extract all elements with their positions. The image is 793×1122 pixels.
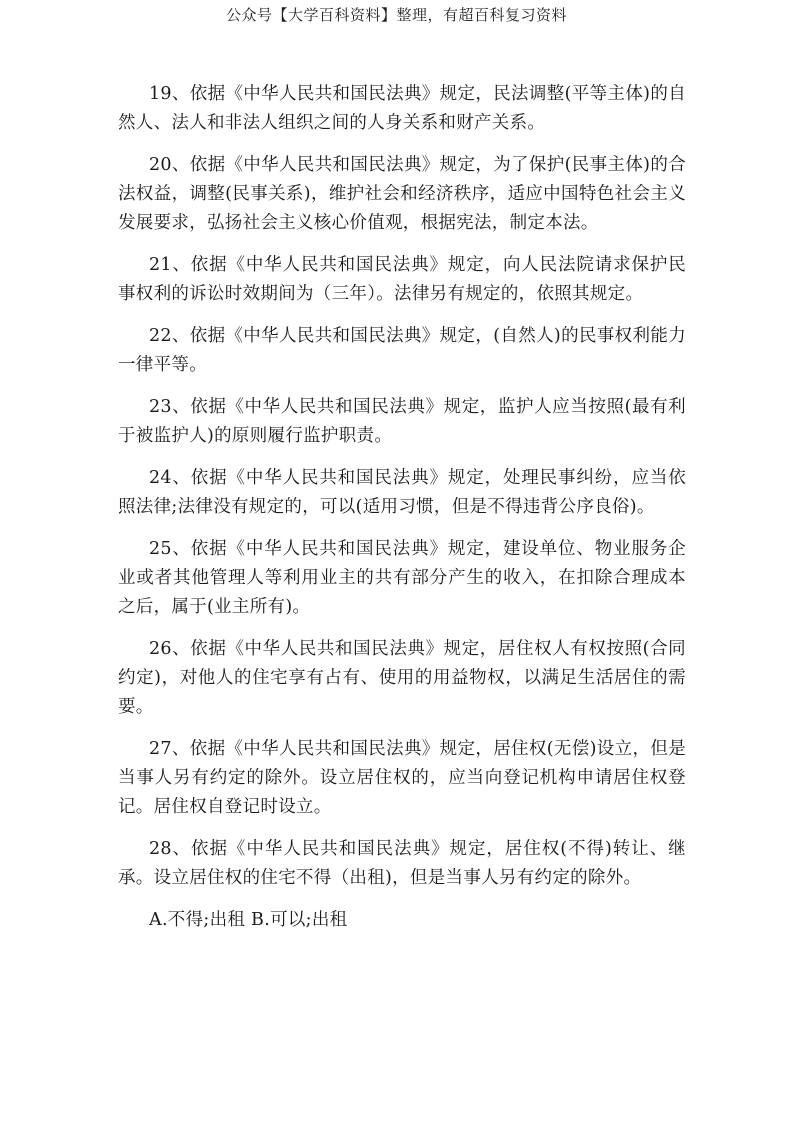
question-28: 28、依据《中华人民共和国民法典》规定，居住权(不得)转让、继承。设立居住权的住宅不得（出租)，但是当事人另有约定的除外。 — [118, 839, 686, 888]
question-21: 21、依据《中华人民共和国民法典》规定，向人民法院请求保护民事权利的诉讼时效期间为（三年）。法律另有规定的，依照其规定。 — [118, 255, 686, 304]
question-24: 24、依据《中华人民共和国民法典》规定，处理民事纠纷，应当依照法律;法律没有规定的，可以(适用习惯，但是不得违背公序良俗)。 — [118, 468, 686, 517]
question-27: 27、依据《中华人民共和国民法典》规定，居住权(无偿)设立，但是当事人另有约定的除外。设立居住权的，应当向登记机构申请居住权登记。居住权自登记时设立。 — [118, 739, 686, 817]
question-25: 25、依据《中华人民共和国民法典》规定，建设单位、物业服务企业或者其他管理人等利用业主的共有部分产生的收入，在扣除合理成本之后，属于(业主所有)。 — [118, 539, 686, 617]
question-22: 22、依据《中华人民共和国民法典》规定，(自然人)的民事权利能力一律平等。 — [118, 326, 686, 375]
question-20: 20、依据《中华人民共和国民法典》规定，为了保护(民事主体)的合法权益，调整(民事关系)，维护社会和经济秩序，适应中国特色社会主义发展要求，弘扬社会主义核心价值观，根据宪法，制定本法。 — [118, 155, 686, 233]
question-23: 23、依据《中华人民共和国民法典》规定，监护人应当按照(最有利于被监护人)的原则履行监护职责。 — [118, 397, 686, 446]
document-body — [118, 80, 686, 948]
page-header: 公众号【大学百科资料】整理，有超百科复习资料 — [225, 6, 567, 24]
question-26: 26、依据《中华人民共和国民法典》规定，居住权人有权按照(合同约定)，对他人的住宅享有占有、使用的用益物权，以满足生活居住的需要。 — [118, 639, 686, 717]
question-19: 19、依据《中华人民共和国民法典》规定，民法调整(平等主体)的自然人、法人和非法人组织之间的人身关系和财产关系。 — [118, 84, 686, 133]
answer-options: A.不得;出租 B.可以;出租 — [149, 910, 348, 930]
